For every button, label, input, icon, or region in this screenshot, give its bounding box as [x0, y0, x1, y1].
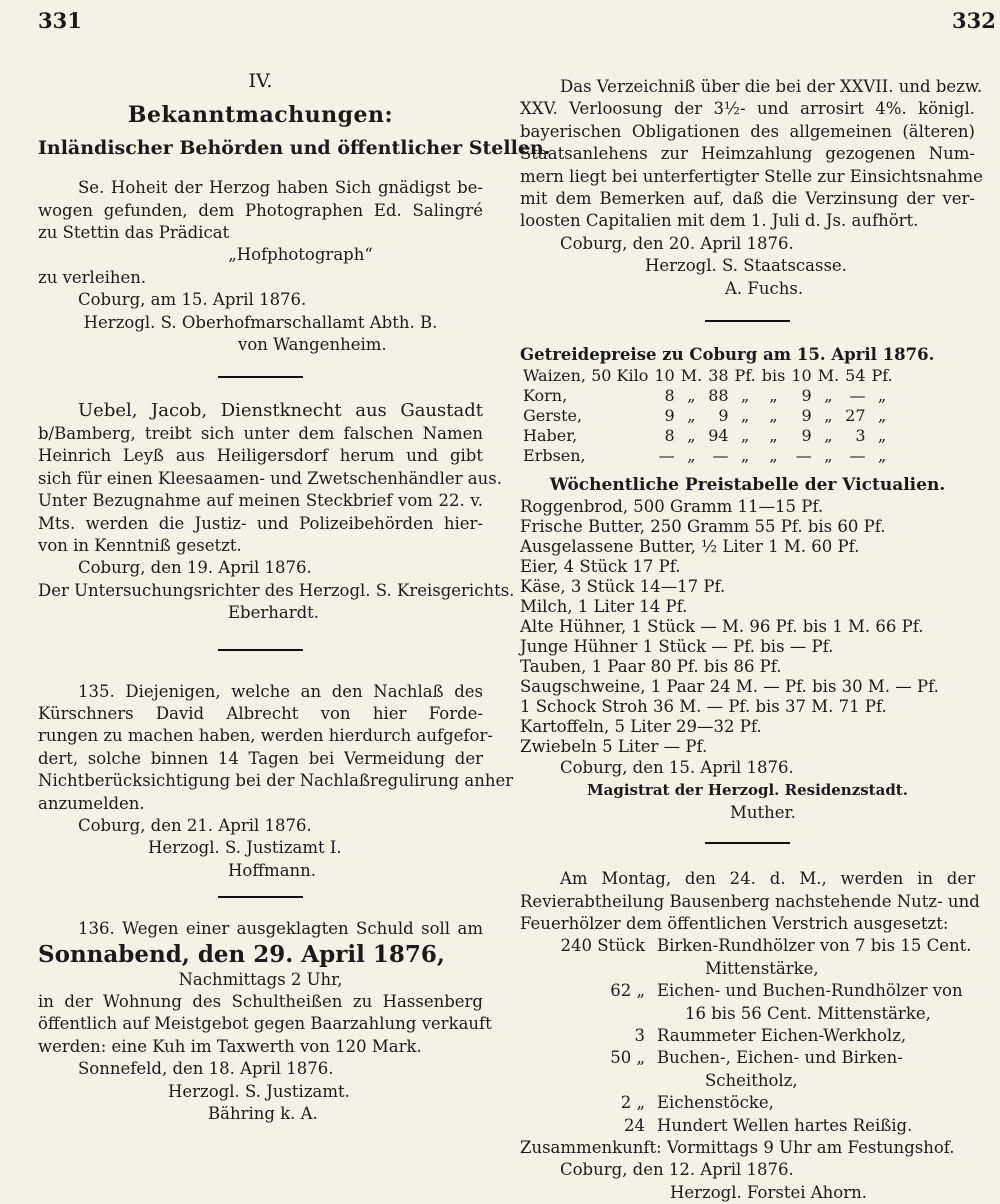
grain-cell: „	[769, 446, 778, 466]
grain-title: Getreidepreise zu Coburg am 15. April 1876.	[520, 345, 935, 365]
grain-name: Waizen, 50 Kilo	[523, 366, 649, 386]
grain-cell: —	[849, 446, 866, 466]
wood-quantity: 24	[624, 1115, 645, 1135]
separator-rule	[705, 320, 790, 322]
notice-date: Coburg, den 20. April 1876.	[560, 233, 794, 253]
notice-line: rungen zu machen haben, werden hierdurch aufgefor-	[38, 726, 493, 746]
grain-cell: „	[824, 446, 833, 466]
notice-line: bayerischen Obligationen des allgemeinen (älteren)	[520, 121, 975, 141]
notice-line: loosten Capitalien mit dem 1. Juli d. Js. aufhört.	[520, 211, 919, 231]
wood-description: Raummeter Eichen-Werkholz,	[657, 1025, 907, 1045]
grain-cell: „	[769, 426, 778, 446]
wood-description: Birken-Rundhölzer von 7 bis 15 Cent.	[657, 936, 972, 956]
grain-cell: 88	[708, 386, 729, 406]
grain-cell: 9	[718, 406, 729, 426]
notice-line: öffentlich auf Meistgebot gegen Baarzahlung verkauft	[38, 1014, 492, 1034]
notice-bonds	[520, 76, 983, 300]
wood-description-cont: Scheitholz,	[705, 1070, 798, 1090]
grain-cell: M.	[680, 366, 703, 386]
grain-cell: „	[769, 386, 778, 406]
grain-cell: 38	[708, 366, 729, 386]
notice-line: sich für einen Kleesaamen- und Zwetschenhändler aus.	[38, 468, 502, 488]
wood-item	[520, 980, 975, 1002]
wood-quantity: 3	[634, 1025, 645, 1045]
wood-description: Eichen- und Buchen-Rundhölzer von	[657, 981, 963, 1001]
notice-warrant	[38, 400, 515, 624]
notice-office: Magistrat der Herzogl. Residenzstadt.	[587, 781, 908, 800]
grain-cell: —	[658, 446, 675, 466]
wood-item	[520, 935, 975, 957]
notice-hofphotograph	[38, 177, 483, 356]
grain-cell: „	[824, 386, 833, 406]
notice-line: von in Kenntniß gesetzt.	[38, 535, 242, 555]
notice-line: mern liegt bei unterfertigter Stelle zur Einsichtsnahme	[520, 166, 983, 186]
notice-line: Feuerhölzer dem öffentlichen Verstrich ausgesetzt:	[520, 913, 949, 933]
notice-line: b/Bamberg, treibt sich unter dem falschen Namen	[38, 423, 483, 443]
grain-cell: „	[741, 406, 750, 426]
grain-cell: 9	[664, 406, 675, 426]
section-title: Bekanntmachungen:	[127, 102, 394, 129]
meeting-info: Zusammenkunft: Vormittags 9 Uhr am Festungshof.	[520, 1137, 955, 1157]
grain-name: Erbsen,	[523, 446, 586, 466]
grain-cell: M.	[817, 366, 840, 386]
grain-cell: 9	[801, 426, 812, 446]
notice-date: Coburg, den 12. April 1876.	[560, 1160, 794, 1180]
notice-title: „Hofphotograph“	[228, 245, 373, 265]
grain-row	[520, 386, 896, 406]
page-number-left: 331	[38, 8, 82, 33]
victual-item: Käse, 3 Stück 14—17 Pf.	[520, 576, 726, 596]
grain-cell: 94	[708, 426, 729, 446]
grain-cell: „	[687, 446, 696, 466]
notice-line: Revierabtheilung Bausenberg nachstehende Nutz- und	[520, 891, 980, 911]
notice-136	[38, 918, 492, 1125]
notice-line: Das Verzeichniß über die bei der XXVII. und bezw.	[560, 77, 983, 96]
separator-rule	[218, 649, 303, 651]
grain-row	[520, 406, 896, 426]
grain-name: Gerste,	[523, 406, 583, 426]
wood-description-cont: 16 bis 56 Cent. Mittenstärke,	[685, 1003, 931, 1023]
grain-cell: 54	[845, 366, 866, 386]
notice-office: Herzogl. S. Staatscasse.	[645, 256, 847, 276]
notice-date: Sonnefeld, den 18. April 1876.	[78, 1059, 334, 1079]
grain-cell: bis	[761, 366, 786, 386]
notice-signer: A. Fuchs.	[725, 278, 804, 298]
grain-cell: 8	[664, 426, 675, 446]
victual-item: Ausgelassene Butter, ½ Liter 1 M. 60 Pf.	[520, 536, 860, 556]
notice-date: Coburg, den 19. April 1876.	[78, 558, 312, 578]
wood-description: Eichenstöcke,	[657, 1093, 774, 1113]
grain-name: Korn,	[523, 386, 568, 406]
victual-item: Alte Hühner, 1 Stück — M. 96 Pf. bis 1 M. 66 Pf.	[520, 616, 924, 636]
notice-signer: Muther.	[730, 802, 796, 822]
wood-description-cont: Mittenstärke,	[705, 958, 819, 978]
notice-date: Coburg, den 15. April 1876.	[560, 757, 794, 777]
wood-description: Buchen-, Eichen- und Birken-	[657, 1048, 903, 1068]
grain-cell: —	[849, 386, 866, 406]
grain-cell: „	[687, 426, 696, 446]
notice-line: Unter Bezugnahme auf meinen Steckbrief vom 22. v.	[38, 491, 483, 511]
wood-quantity: 240 Stück	[560, 936, 645, 956]
grain-cell: Pf.	[871, 366, 893, 386]
notice-line: zu Stettin das Prädicat	[38, 223, 230, 243]
notice-office: Herzogl. Forstei Ahorn.	[670, 1182, 867, 1202]
notice-line: Heinrich Leyß aus Heiligersdorf herum und gibt	[38, 446, 483, 466]
grain-row	[520, 446, 896, 466]
notice-line: anzumelden.	[38, 793, 145, 813]
notice-line: in der Wohnung des Schultheißen zu Hassenberg	[38, 992, 483, 1011]
notice-line: werden: eine Kuh im Taxwerth von 120 Mark.	[38, 1036, 422, 1056]
section-number: IV.	[248, 70, 273, 92]
wood-quantity: 50 „	[610, 1048, 645, 1068]
notice-office: Herzogl. S. Justizamt I.	[148, 838, 342, 858]
separator-rule	[218, 896, 303, 898]
grain-cell: —	[712, 446, 729, 466]
victual-item: Milch, 1 Liter 14 Pf.	[520, 596, 688, 616]
grain-cell: „	[769, 406, 778, 426]
grain-cell: 9	[801, 406, 812, 426]
victual-item: Junge Hühner 1 Stück — Pf. bis — Pf.	[520, 636, 834, 656]
grain-cell: „	[877, 446, 887, 466]
wood-quantity: 2 „	[620, 1093, 645, 1113]
notice-line: Am Montag, den 24. d. M., werden in der	[560, 869, 975, 889]
notice-date: Coburg, am 15. April 1876.	[78, 290, 307, 310]
notice-signer: Eberhardt.	[228, 603, 320, 623]
notice-line: 136. Wegen einer ausgeklagten Schuld soll am	[78, 919, 483, 939]
page-number-right: 332	[952, 8, 996, 33]
notice-line: Se. Hoheit der Herzog haben Sich gnädigst be-	[78, 178, 483, 198]
grain-cell: „	[741, 426, 750, 446]
grain-row	[520, 426, 896, 446]
notice-line: 135. Diejenigen, welche an den Nachlaß des	[78, 681, 483, 701]
grain-cell: 8	[664, 386, 675, 406]
victual-item: Eier, 4 Stück 17 Pf.	[520, 556, 681, 576]
grain-row	[520, 366, 896, 386]
notice-line: Staatsanlehens zur Heimzahlung gezogenen Num-	[520, 144, 975, 164]
grain-cell: 27	[845, 406, 866, 426]
notice-line: XXV. Verloosung der 3½- und arrosirt 4%. königl.	[520, 99, 975, 119]
notice-signer: Bähring k. A.	[208, 1104, 318, 1124]
grain-cell: „	[687, 386, 696, 406]
grain-cell: 10	[791, 366, 812, 386]
notice-line: zu verleihen.	[38, 267, 147, 287]
notice-line: wogen gefunden, dem Photographen Ed. Salingré	[38, 200, 483, 220]
auction-time: Nachmittags 2 Uhr,	[178, 969, 343, 989]
victual-item: Zwiebeln 5 Liter — Pf.	[520, 736, 708, 756]
grain-cell: „	[824, 426, 833, 446]
victual-item: 1 Schock Stroh 36 M. — Pf. bis 37 M. 71 Pf.	[520, 696, 887, 716]
grain-cell: „	[741, 446, 750, 466]
notice-line: Kürschners David Albrecht von hier Forde-	[38, 703, 483, 723]
victual-item: Roggenbrod, 500 Gramm 11—15 Pf.	[520, 496, 824, 516]
grain-name: Haber,	[523, 426, 578, 446]
wood-quantity: 62 „	[610, 981, 645, 1001]
notice-signer: von Wangenheim.	[238, 335, 387, 355]
separator-rule	[705, 842, 790, 844]
grain-prices	[520, 344, 975, 466]
grain-cell: 10	[654, 366, 675, 386]
auction-date: Sonnabend, den 29. April 1876,	[38, 940, 445, 968]
right-column	[520, 76, 983, 1204]
wood-description: Hundert Wellen hartes Reißig.	[657, 1115, 913, 1135]
victual-item: Kartoffeln, 5 Liter 29—32 Pf.	[520, 716, 762, 736]
separator-rule	[218, 376, 303, 378]
notice-line: dert, solche binnen 14 Tagen bei Vermeidung der	[38, 748, 483, 768]
notice-office: Der Untersuchungsrichter des Herzogl. S. Kreisgerichts.	[38, 580, 515, 600]
notice-line: mit dem Bemerken auf, daß die Verzinsung der ver-	[520, 189, 975, 209]
wood-item	[520, 1047, 975, 1069]
grain-cell: „	[687, 406, 696, 426]
wood-item	[520, 1025, 975, 1047]
grain-cell: „	[824, 406, 833, 426]
wood-item	[520, 1092, 975, 1114]
victuals-list	[520, 497, 975, 757]
notice-office: Herzogl. S. Oberhofmarschallamt Abth. B.	[83, 312, 438, 332]
grain-cell: „	[877, 426, 887, 446]
notice-line: Mts. werden die Justiz- und Polizeibehörden hier-	[38, 513, 483, 533]
notice-line: Nichtberücksichtigung bei der Nachlaßregulirung anher	[38, 771, 514, 791]
grain-cell: 3	[855, 426, 866, 446]
notice-line: Uebel, Jacob, Dienstknecht aus Gaustadt	[78, 400, 483, 422]
notice-wood-sale	[520, 868, 980, 1204]
grain-cell: Pf.	[734, 366, 756, 386]
notice-135	[38, 681, 514, 883]
grain-cell: „	[741, 386, 750, 406]
section-subtitle: Inländischer Behörden und öffentlicher Stellen.	[38, 136, 551, 159]
notice-date: Coburg, den 21. April 1876.	[78, 815, 312, 835]
grain-cell: —	[795, 446, 812, 466]
grain-table	[520, 366, 896, 466]
wood-items	[520, 935, 975, 1137]
victual-item: Tauben, 1 Paar 80 Pf. bis 86 Pf.	[520, 656, 782, 676]
victual-item: Saugschweine, 1 Paar 24 M. — Pf. bis 30 M. — Pf.	[520, 676, 939, 696]
victuals-prices	[520, 474, 975, 824]
wood-item	[520, 1115, 975, 1137]
grain-cell: 9	[801, 386, 812, 406]
grain-cell: „	[877, 406, 887, 426]
victual-item: Frische Butter, 250 Gramm 55 Pf. bis 60 Pf.	[520, 516, 886, 536]
notice-signer: Hoffmann.	[228, 860, 317, 880]
notice-office: Herzogl. S. Justizamt.	[168, 1081, 350, 1101]
grain-cell: „	[877, 386, 887, 406]
victuals-title: Wöchentliche Preistabelle der Victualien.	[549, 475, 946, 496]
